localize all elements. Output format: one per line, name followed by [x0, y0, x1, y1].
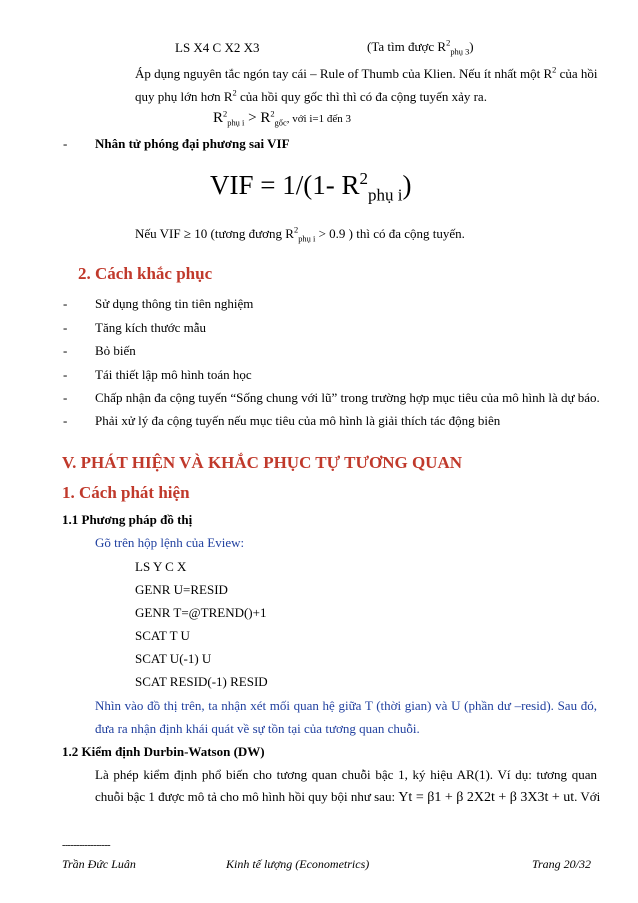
- vif-cond-pre: Nếu VIF ≥ 10 (tương đương R: [135, 226, 294, 241]
- remedy-title: 2. Cách khắc phục: [78, 264, 213, 283]
- vif-heading: Nhân tử phóng đại phương sai VIF: [95, 136, 290, 151]
- command-line: GENR U=RESID: [135, 582, 228, 597]
- rule-l1-a: Áp dụng nguyên tắc ngón tay cái – Rule of Thumb của Klien. Nếu ít nhất một R: [135, 66, 553, 81]
- subsection-title: 1. Cách phát hiện: [62, 483, 190, 502]
- rule-l2-b: của hồi quy gốc thì thì có đa cộng tuyến xảy ra.: [236, 89, 487, 104]
- bullet-dash: -: [63, 390, 68, 405]
- command-line: SCAT RESID(-1) RESID: [135, 674, 268, 689]
- footer-page: Trang 20/32: [532, 857, 592, 871]
- remedy-item: Phải xử lý đa cộng tuyến nếu mục tiêu của mô hình là giải thích tác động biên: [95, 413, 501, 428]
- cmd-text: LS X4 C X2 X3: [175, 40, 260, 55]
- r2-note: [367, 39, 474, 55]
- rule-line-2: [135, 89, 487, 105]
- vif-formula-pre: VIF = 1/(1- R: [210, 170, 360, 200]
- remedy-item: Tái thiết lập mô hình toán học: [95, 367, 252, 382]
- vif-condition: [135, 226, 465, 242]
- note-pre: (Ta tìm được R: [367, 39, 447, 54]
- remedy-item: Bỏ biến: [95, 343, 136, 358]
- ineq-sub2: gốc: [274, 117, 287, 128]
- dw-line-2-text: chuỗi bậc 1 được mô tả cho mô hình hồi quy bội như sau:: [95, 789, 399, 804]
- bullet-dash: -: [63, 367, 68, 382]
- vif-formula-sup: 2: [359, 169, 368, 188]
- command-line: [175, 40, 260, 56]
- remedy-item: Chấp nhận đa cộng tuyến “Sống chung với lũ” trong trường hợp mục tiêu của mô hình là dự báo.: [95, 390, 600, 405]
- command-line: SCAT T U: [135, 628, 190, 643]
- inequality: [213, 110, 351, 127]
- bullet-dash: -: [63, 413, 68, 428]
- eview-intro: Gõ trên hộp lệnh của Eview:: [95, 535, 245, 550]
- rule-line-1: [135, 66, 598, 82]
- section-title: V. PHÁT HIỆN VÀ KHẮC PHỤC TỰ TƯƠNG QUAN: [62, 453, 463, 472]
- note-sup: 2: [446, 37, 451, 48]
- bullet-dash: -: [63, 296, 68, 311]
- footer-course: Kinh tế lượng (Econometrics): [226, 857, 370, 871]
- vif-formula-sub: phụ i: [367, 185, 403, 205]
- command-line: LS Y C X: [135, 559, 187, 574]
- graph-note-line-1: Nhìn vào đồ thị trên, ta nhận xét mối quan hệ giữa T (thời gian) và U (phần dư –resid). Sau đó,: [95, 698, 597, 713]
- rule-l1-sup: 2: [552, 64, 557, 75]
- vif-cond-post: > 0.9 ) thì có đa cộng tuyến.: [315, 226, 465, 241]
- footer-author: Trần Đức Luân: [62, 857, 136, 871]
- remedy-item: Sử dụng thông tin tiên nghiệm: [95, 296, 254, 311]
- ineq-r1: R: [213, 110, 224, 126]
- vif-cond-sub: phụ i: [298, 233, 316, 244]
- ineq-sup1: 2: [223, 108, 228, 119]
- note-post: ): [469, 39, 474, 54]
- vif-formula: [210, 169, 412, 205]
- rule-l1-b: của hồi: [556, 66, 598, 81]
- remedy-item: Tăng kích thước mẫu: [95, 320, 207, 335]
- command-line: GENR T=@TREND()+1: [135, 605, 267, 620]
- dw-equation: Yt = β1 + β 2X2t + β 3X3t + ut: [398, 790, 575, 805]
- graph-note-line-2: đưa ra nhận định khái quát về sự tồn tại của tương quan chuỗi.: [95, 721, 420, 736]
- bullet-dash: -: [63, 320, 68, 335]
- subsection-1-2: 1.2 Kiểm định Durbin-Watson (DW): [62, 744, 265, 759]
- ineq-tail: , với i=1 đến 3: [286, 113, 351, 125]
- dw-line-2-tail: . Với: [574, 789, 601, 804]
- subsection-1-1: 1.1 Phương pháp đồ thị: [62, 512, 193, 527]
- ineq-gt: > R: [244, 110, 271, 126]
- bullet-dash: -: [63, 343, 68, 358]
- rule-l2-a: quy phụ lớn hơn R: [135, 89, 233, 104]
- footer-rule: -----------------: [62, 840, 111, 851]
- dw-line-2: [95, 789, 600, 806]
- dw-line-1: Là phép kiểm định phổ biến cho tương quan chuỗi bậc 1, ký hiệu AR(1). Ví dụ: tương quan: [95, 767, 597, 782]
- vif-cond-sup: 2: [293, 224, 299, 235]
- ineq-sub1: phụ i: [227, 117, 245, 128]
- rule-l2-sup: 2: [232, 87, 237, 98]
- ineq-sup2: 2: [270, 108, 275, 119]
- vif-bullet: -: [63, 136, 68, 151]
- command-line: SCAT U(-1) U: [135, 651, 212, 666]
- vif-formula-post: ): [402, 170, 412, 200]
- note-sub: phụ 3: [450, 46, 470, 57]
